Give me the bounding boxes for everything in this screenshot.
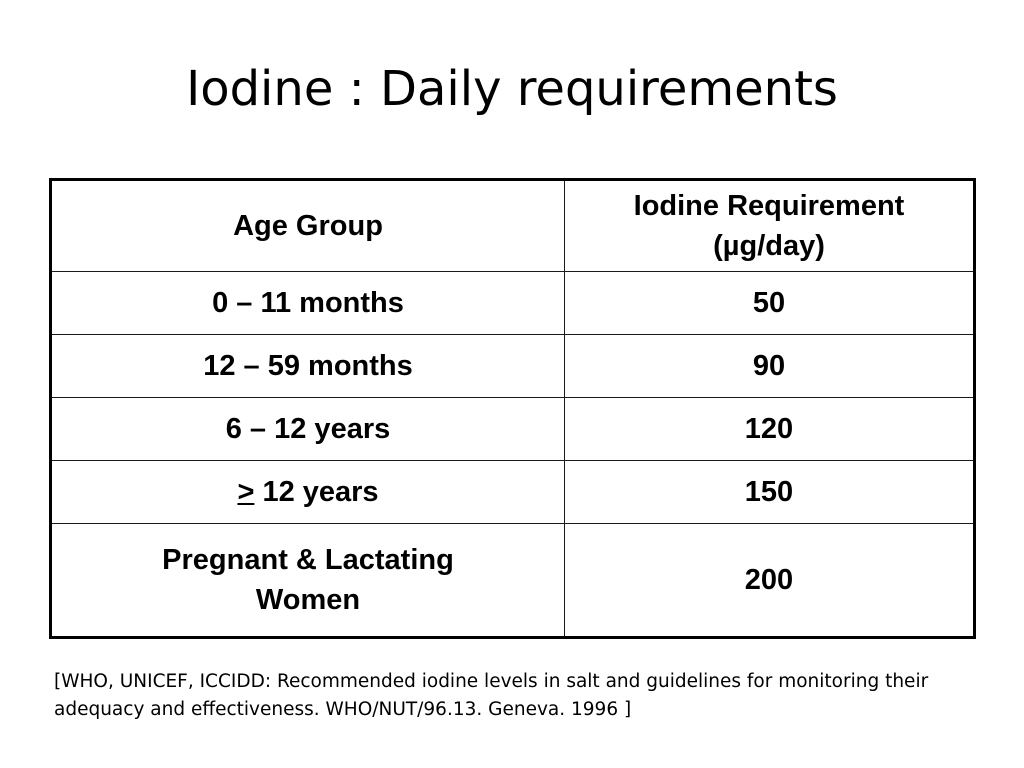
cell-requirement bbox=[565, 461, 975, 524]
age-group-text: 0 – 11 months bbox=[212, 287, 404, 319]
cell-age-group bbox=[51, 272, 565, 335]
table-row bbox=[51, 461, 975, 524]
header-age-group bbox=[51, 180, 565, 272]
greater-or-equal-symbol: > bbox=[237, 476, 255, 508]
header-iodine-requirement bbox=[565, 180, 975, 272]
requirement-value: 150 bbox=[744, 476, 794, 508]
slide-title: Iodine : Daily requirements bbox=[186, 61, 838, 117]
requirement-value: 90 bbox=[752, 350, 786, 382]
table-row bbox=[51, 524, 975, 638]
header-age-group-label: Age Group bbox=[233, 210, 383, 242]
age-group-text-line1: Pregnant & Lactating bbox=[162, 544, 454, 576]
table-row bbox=[51, 335, 975, 398]
citation-line2: adequacy and effectiveness. WHO/NUT/96.13. Geneva. 1996 ] bbox=[54, 699, 632, 720]
requirements-table-container bbox=[49, 178, 976, 639]
cell-age-group bbox=[51, 335, 565, 398]
age-group-text: 12 – 59 months bbox=[203, 350, 413, 382]
cell-requirement bbox=[565, 398, 975, 461]
header-requirement-line1: Iodine Requirement bbox=[633, 190, 905, 222]
cell-requirement bbox=[565, 335, 975, 398]
cell-age-group bbox=[51, 461, 565, 524]
requirements-table bbox=[49, 178, 976, 639]
source-citation bbox=[54, 668, 994, 724]
age-group-text: 12 years bbox=[262, 476, 379, 508]
age-group-text-line2: Women bbox=[255, 584, 361, 616]
requirement-value: 120 bbox=[744, 413, 794, 445]
cell-age-group bbox=[51, 524, 565, 638]
cell-age-group bbox=[51, 398, 565, 461]
age-group-text: 6 – 12 years bbox=[225, 413, 391, 445]
table-header-row bbox=[51, 180, 975, 272]
table-row bbox=[51, 398, 975, 461]
citation-line1: [WHO, UNICEF, ICCIDD: Recommended iodine levels in salt and guidelines for monitoring their bbox=[54, 671, 929, 692]
requirement-value: 50 bbox=[752, 287, 786, 319]
cell-requirement bbox=[565, 524, 975, 638]
header-requirement-unit: (µg/day) bbox=[713, 230, 825, 262]
cell-requirement bbox=[565, 272, 975, 335]
table-row bbox=[51, 272, 975, 335]
requirement-value: 200 bbox=[744, 564, 794, 596]
